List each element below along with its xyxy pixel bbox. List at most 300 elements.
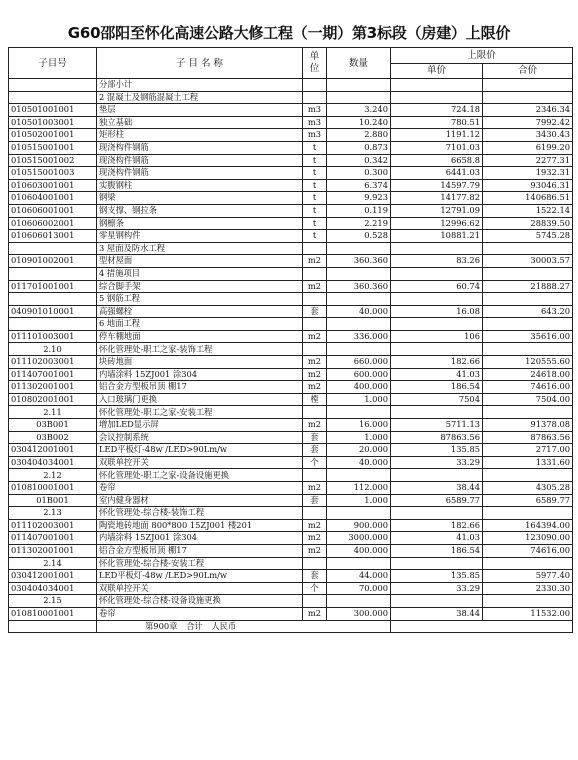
quantity-cell: 0.873 — [327, 141, 391, 154]
item-code-cell: 010515001003 — [9, 167, 97, 180]
unit-price-cell: 724.18 — [391, 104, 483, 117]
quantity-cell — [327, 557, 391, 570]
unit-price-cell — [391, 557, 483, 570]
total-price-cell: 2277.31 — [483, 154, 573, 167]
quantity-cell: 70.000 — [327, 582, 391, 595]
unit-cell: 套 — [303, 444, 327, 457]
total-price-cell: 93046.31 — [483, 179, 573, 192]
quantity-cell — [327, 406, 391, 419]
item-name-cell: 会议控制系统 — [97, 431, 303, 444]
header-total-price: 合价 — [483, 63, 573, 79]
unit-price-cell: 41.03 — [391, 532, 483, 545]
unit-cell: m3 — [303, 129, 327, 142]
item-code-cell: 010901002001 — [9, 255, 97, 268]
quantity-cell: 1.000 — [327, 431, 391, 444]
item-name-cell: 独立基础 — [97, 116, 303, 129]
item-code-cell: 010810001001 — [9, 482, 97, 495]
unit-price-cell: 182.66 — [391, 356, 483, 369]
item-name-cell: 3 屋面及防水工程 — [97, 242, 303, 255]
quantity-cell: 40.000 — [327, 456, 391, 469]
quantity-cell: 400.000 — [327, 544, 391, 557]
item-name-cell: 实腹钢柱 — [97, 179, 303, 192]
unit-price-cell: 83.26 — [391, 255, 483, 268]
unit-cell: t — [303, 192, 327, 205]
item-name-cell: 4 措施项目 — [97, 267, 303, 280]
header-name: 子 目 名 称 — [97, 48, 303, 79]
unit-cell: m2 — [303, 532, 327, 545]
unit-price-cell: 60.74 — [391, 280, 483, 293]
quantity-cell — [327, 293, 391, 306]
unit-price-cell: 135.85 — [391, 570, 483, 583]
total-price-cell: 24618.00 — [483, 368, 573, 381]
item-name-cell: 2 混凝土及钢筋混凝土工程 — [97, 91, 303, 104]
unit-cell: 个 — [303, 456, 327, 469]
item-name-cell: 怀化管理处-职工之家-设备设施更换 — [97, 469, 303, 482]
unit-cell — [303, 595, 327, 608]
quantity-cell: 2.880 — [327, 129, 391, 142]
table-row — [9, 393, 573, 406]
total-price-cell: 74616.00 — [483, 544, 573, 557]
item-code-cell: 2.11 — [9, 406, 97, 419]
table-row — [9, 192, 573, 205]
total-price-cell: 123090.00 — [483, 532, 573, 545]
unit-cell: t — [303, 141, 327, 154]
item-code-cell — [9, 242, 97, 255]
unit-price-cell: 87863.56 — [391, 431, 483, 444]
item-name-cell: 入口玻璃门更换 — [97, 393, 303, 406]
item-name-cell: 6 地面工程 — [97, 318, 303, 331]
item-code-cell — [9, 318, 97, 331]
quantity-cell — [327, 318, 391, 331]
total-price-cell — [483, 406, 573, 419]
table-row — [9, 129, 573, 142]
item-code-cell: 010603001001 — [9, 179, 97, 192]
item-name-cell: 分部小计 — [97, 79, 303, 92]
header-code: 子目号 — [9, 48, 97, 79]
item-code-cell: 010604001001 — [9, 192, 97, 205]
table-row — [9, 154, 573, 167]
total-label: 合计 — [186, 620, 203, 631]
total-chapter: 第900章 — [145, 620, 178, 631]
total-price-cell — [483, 595, 573, 608]
total-row — [9, 620, 573, 633]
unit-price-cell — [391, 406, 483, 419]
item-code-cell: 010606001001 — [9, 204, 97, 217]
total-price-cell: 35616.00 — [483, 330, 573, 343]
quantity-cell: 660.000 — [327, 356, 391, 369]
quantity-cell — [327, 79, 391, 92]
item-code-cell: 03B002 — [9, 431, 97, 444]
table-row — [9, 482, 573, 495]
total-price-cell — [483, 557, 573, 570]
unit-price-cell — [391, 267, 483, 280]
table-row — [9, 507, 573, 520]
item-name-cell: 综合脚手架 — [97, 280, 303, 293]
quantity-cell: 600.000 — [327, 368, 391, 381]
quantity-cell — [327, 507, 391, 520]
item-name-cell: 双联单控开关 — [97, 456, 303, 469]
unit-price-cell: 10881.21 — [391, 230, 483, 243]
total-price-cell: 7992.42 — [483, 116, 573, 129]
table-row — [9, 406, 573, 419]
total-price-cell: 6199.20 — [483, 141, 573, 154]
item-name-cell: 停车棚地面 — [97, 330, 303, 343]
item-code-cell: 011407001001 — [9, 532, 97, 545]
item-code-cell: 2.14 — [9, 557, 97, 570]
quantity-cell: 336.000 — [327, 330, 391, 343]
item-name-cell: 块砖地面 — [97, 356, 303, 369]
unit-cell: 个 — [303, 582, 327, 595]
price-table — [8, 47, 573, 633]
unit-cell: m2 — [303, 368, 327, 381]
item-name-cell: 钢檩条 — [97, 217, 303, 230]
table-row — [9, 444, 573, 457]
item-name-cell: 现浇构件钢筋 — [97, 141, 303, 154]
unit-cell: m2 — [303, 419, 327, 432]
table-header — [9, 48, 573, 79]
unit-cell: 套 — [303, 494, 327, 507]
item-name-cell: 怀化管理处-职工之家-安装工程 — [97, 406, 303, 419]
unit-cell: m2 — [303, 519, 327, 532]
item-name-cell: 陶瓷地砖地面 800*800 15ZJ001 楼201 — [97, 519, 303, 532]
table-row — [9, 532, 573, 545]
header-unit-price: 单价 — [391, 63, 483, 79]
table-row — [9, 79, 573, 92]
unit-cell: t — [303, 230, 327, 243]
quantity-cell — [327, 91, 391, 104]
unit-cell — [303, 507, 327, 520]
quantity-cell: 44.000 — [327, 570, 391, 583]
quantity-cell: 0.342 — [327, 154, 391, 167]
quantity-cell: 6.374 — [327, 179, 391, 192]
unit-price-cell: 1191.12 — [391, 129, 483, 142]
total-price-cell — [483, 318, 573, 331]
unit-price-cell — [391, 79, 483, 92]
item-name-cell: 怀化管理处-综合楼-设备设施更换 — [97, 595, 303, 608]
quantity-cell: 0.300 — [327, 167, 391, 180]
total-price-cell: 11532.00 — [483, 607, 573, 620]
table-row — [9, 456, 573, 469]
unit-price-cell: 38.44 — [391, 607, 483, 620]
item-code-cell: 010515001001 — [9, 141, 97, 154]
quantity-cell: 10.240 — [327, 116, 391, 129]
table-row — [9, 167, 573, 180]
unit-cell: 套 — [303, 305, 327, 318]
table-row — [9, 305, 573, 318]
unit-price-cell: 780.51 — [391, 116, 483, 129]
unit-cell: m2 — [303, 544, 327, 557]
table-row — [9, 330, 573, 343]
item-code-cell: 010810001001 — [9, 607, 97, 620]
table-row — [9, 368, 573, 381]
table-row — [9, 494, 573, 507]
unit-cell: m3 — [303, 116, 327, 129]
item-name-cell: 垫层 — [97, 104, 303, 117]
total-price-cell — [483, 79, 573, 92]
unit-cell — [303, 79, 327, 92]
item-name-cell: 高强螺栓 — [97, 305, 303, 318]
total-price-cell: 5977.40 — [483, 570, 573, 583]
item-code-cell: 030404034001 — [9, 582, 97, 595]
table-row — [9, 381, 573, 394]
total-price-cell — [483, 242, 573, 255]
item-code-cell: 030404034001 — [9, 456, 97, 469]
item-name-cell: 卷帘 — [97, 607, 303, 620]
item-code-cell: 2.12 — [9, 469, 97, 482]
total-price-cell — [483, 267, 573, 280]
item-code-cell — [9, 267, 97, 280]
quantity-cell: 0.119 — [327, 204, 391, 217]
unit-price-cell: 6658.8 — [391, 154, 483, 167]
total-label-cell — [97, 620, 391, 633]
item-name-cell: 双联单控开关 — [97, 582, 303, 595]
header-qty: 数量 — [327, 48, 391, 79]
quantity-cell: 3.240 — [327, 104, 391, 117]
total-currency: 人民币 — [211, 620, 237, 631]
quantity-cell: 400.000 — [327, 381, 391, 394]
quantity-cell: 40.000 — [327, 305, 391, 318]
total-price-cell: 2346.34 — [483, 104, 573, 117]
item-name-cell: 内墙涂料 15ZJ001 涂304 — [97, 368, 303, 381]
quantity-cell: 360.360 — [327, 255, 391, 268]
total-price-cell — [483, 293, 573, 306]
table-row — [9, 419, 573, 432]
item-code-cell: 010606002001 — [9, 217, 97, 230]
item-code-cell: 2.10 — [9, 343, 97, 356]
quantity-cell: 1.000 — [327, 393, 391, 406]
unit-price-cell: 38.44 — [391, 482, 483, 495]
total-price-cell: 164394.00 — [483, 519, 573, 532]
quantity-cell: 900.000 — [327, 519, 391, 532]
total-price-cell: 1932.31 — [483, 167, 573, 180]
table-row — [9, 595, 573, 608]
quantity-cell — [327, 595, 391, 608]
table-row — [9, 544, 573, 557]
quantity-cell: 360.360 — [327, 280, 391, 293]
unit-price-cell — [391, 91, 483, 104]
item-code-cell: 011102003001 — [9, 519, 97, 532]
table-row — [9, 116, 573, 129]
table-row — [9, 469, 573, 482]
quantity-cell: 1.000 — [327, 494, 391, 507]
unit-cell: 套 — [303, 431, 327, 444]
item-name-cell: 矩形柱 — [97, 129, 303, 142]
item-name-cell: 铝合金方型板吊顶 棚17 — [97, 544, 303, 557]
item-name-cell: LED平板灯-48w /LED>90Lm/w — [97, 570, 303, 583]
total-price-cell — [483, 469, 573, 482]
table-row — [9, 582, 573, 595]
quantity-cell: 3000.000 — [327, 532, 391, 545]
unit-cell — [303, 318, 327, 331]
unit-cell: m2 — [303, 280, 327, 293]
unit-cell: m2 — [303, 330, 327, 343]
table-row — [9, 519, 573, 532]
unit-cell: t — [303, 167, 327, 180]
item-code-cell: 011302001001 — [9, 544, 97, 557]
quantity-cell — [327, 267, 391, 280]
table-row — [9, 280, 573, 293]
table-row — [9, 356, 573, 369]
table-row — [9, 431, 573, 444]
item-code-cell: 011101003001 — [9, 330, 97, 343]
item-code-cell: 010802001001 — [9, 393, 97, 406]
table-row — [9, 267, 573, 280]
unit-price-cell: 6441.03 — [391, 167, 483, 180]
unit-cell: m2 — [303, 356, 327, 369]
unit-price-cell: 106 — [391, 330, 483, 343]
total-price-cell — [483, 507, 573, 520]
total-price-cell: 4305.28 — [483, 482, 573, 495]
unit-price-cell: 33.29 — [391, 456, 483, 469]
total-price-cell: 21888.27 — [483, 280, 573, 293]
unit-price-cell: 186.54 — [391, 544, 483, 557]
item-code-cell: 030412001001 — [9, 444, 97, 457]
unit-cell: m2 — [303, 255, 327, 268]
total-price-cell: 140686.51 — [483, 192, 573, 205]
item-code-cell: 011407001001 — [9, 368, 97, 381]
item-name-cell: 5 钢筋工程 — [97, 293, 303, 306]
unit-cell: t — [303, 217, 327, 230]
unit-cell: t — [303, 204, 327, 217]
total-price-cell: 87863.56 — [483, 431, 573, 444]
item-name-cell: 怀化管理处-职工之家-装饰工程 — [97, 343, 303, 356]
table-row — [9, 570, 573, 583]
item-name-cell: LED平板灯-48w /LED>90Lm/w — [97, 444, 303, 457]
unit-price-cell — [391, 242, 483, 255]
table-row — [9, 141, 573, 154]
item-name-cell: 型材屋面 — [97, 255, 303, 268]
table-row — [9, 557, 573, 570]
unit-cell: m2 — [303, 607, 327, 620]
unit-cell: m2 — [303, 381, 327, 394]
total-value — [391, 620, 573, 633]
unit-price-cell — [391, 507, 483, 520]
unit-price-cell: 14597.79 — [391, 179, 483, 192]
table-row — [9, 204, 573, 217]
header-unit — [303, 48, 327, 79]
table-row — [9, 230, 573, 243]
total-price-cell: 5745.28 — [483, 230, 573, 243]
unit-cell — [303, 242, 327, 255]
quantity-cell — [327, 469, 391, 482]
item-code-cell: 2.13 — [9, 507, 97, 520]
item-code-cell: 010501001001 — [9, 104, 97, 117]
total-price-cell: 30003.57 — [483, 255, 573, 268]
total-price-cell: 6589.77 — [483, 494, 573, 507]
item-code-cell: 030412001001 — [9, 570, 97, 583]
item-name-cell: 卷帘 — [97, 482, 303, 495]
item-code-cell: 011102003001 — [9, 356, 97, 369]
table-body — [9, 79, 573, 621]
total-price-cell: 91378.08 — [483, 419, 573, 432]
total-row-blank — [9, 620, 97, 633]
item-name-cell: 现浇构件钢筋 — [97, 167, 303, 180]
unit-cell — [303, 267, 327, 280]
total-price-cell — [483, 343, 573, 356]
unit-cell: 樘 — [303, 393, 327, 406]
item-code-cell: 011701001001 — [9, 280, 97, 293]
item-name-cell: 室内健身器材 — [97, 494, 303, 507]
unit-price-cell — [391, 343, 483, 356]
item-code-cell: 010606013001 — [9, 230, 97, 243]
unit-price-cell — [391, 318, 483, 331]
unit-cell — [303, 557, 327, 570]
header-unit-text: 单 位 — [309, 51, 320, 74]
item-code-cell — [9, 91, 97, 104]
item-name-cell: 增加LED显示屏 — [97, 419, 303, 432]
item-code-cell: 040901010001 — [9, 305, 97, 318]
item-code-cell: 01B001 — [9, 494, 97, 507]
item-code-cell: 2.15 — [9, 595, 97, 608]
unit-price-cell — [391, 469, 483, 482]
unit-cell — [303, 91, 327, 104]
unit-price-cell: 16.08 — [391, 305, 483, 318]
table-row — [9, 343, 573, 356]
header-limit-price: 上限价 — [391, 48, 573, 64]
total-price-cell: 74616.00 — [483, 381, 573, 394]
quantity-cell: 0.528 — [327, 230, 391, 243]
item-code-cell: 011302001001 — [9, 381, 97, 394]
total-price-cell: 7504.00 — [483, 393, 573, 406]
item-code-cell: 010502001001 — [9, 129, 97, 142]
quantity-cell — [327, 343, 391, 356]
item-code-cell: 03B001 — [9, 419, 97, 432]
unit-cell — [303, 293, 327, 306]
quantity-cell: 9.923 — [327, 192, 391, 205]
unit-cell: t — [303, 154, 327, 167]
item-name-cell: 零星钢构件 — [97, 230, 303, 243]
unit-price-cell — [391, 595, 483, 608]
unit-price-cell: 5711.13 — [391, 419, 483, 432]
unit-cell: m3 — [303, 104, 327, 117]
table-row — [9, 293, 573, 306]
item-code-cell: 010501003001 — [9, 116, 97, 129]
unit-price-cell: 41.03 — [391, 368, 483, 381]
total-price-cell: 2717.00 — [483, 444, 573, 457]
item-code-cell — [9, 293, 97, 306]
quantity-cell: 300.000 — [327, 607, 391, 620]
quantity-cell: 20.000 — [327, 444, 391, 457]
unit-cell: m2 — [303, 482, 327, 495]
item-name-cell: 钢支撑、钢拉条 — [97, 204, 303, 217]
table-row — [9, 242, 573, 255]
unit-price-cell: 14177.82 — [391, 192, 483, 205]
total-price-cell: 28839.50 — [483, 217, 573, 230]
total-price-cell: 1331.60 — [483, 456, 573, 469]
item-name-cell: 怀化管理处-综合楼-安装工程 — [97, 557, 303, 570]
item-name-cell: 现浇构件钢筋 — [97, 154, 303, 167]
unit-cell: t — [303, 179, 327, 192]
quantity-cell — [327, 242, 391, 255]
item-name-cell: 钢梁 — [97, 192, 303, 205]
unit-price-cell — [391, 293, 483, 306]
table-row — [9, 255, 573, 268]
quantity-cell: 2.219 — [327, 217, 391, 230]
unit-cell — [303, 406, 327, 419]
unit-cell: 套 — [303, 570, 327, 583]
item-code-cell: 010515001002 — [9, 154, 97, 167]
unit-price-cell: 12996.62 — [391, 217, 483, 230]
unit-price-cell: 7101.03 — [391, 141, 483, 154]
total-price-cell: 2330.30 — [483, 582, 573, 595]
unit-price-cell: 135.85 — [391, 444, 483, 457]
total-price-cell: 120555.60 — [483, 356, 573, 369]
quantity-cell: 112.000 — [327, 482, 391, 495]
unit-price-cell: 12791.09 — [391, 204, 483, 217]
table-row — [9, 607, 573, 620]
unit-price-cell: 186.54 — [391, 381, 483, 394]
item-name-cell: 怀化管理处-综合楼-装饰工程 — [97, 507, 303, 520]
